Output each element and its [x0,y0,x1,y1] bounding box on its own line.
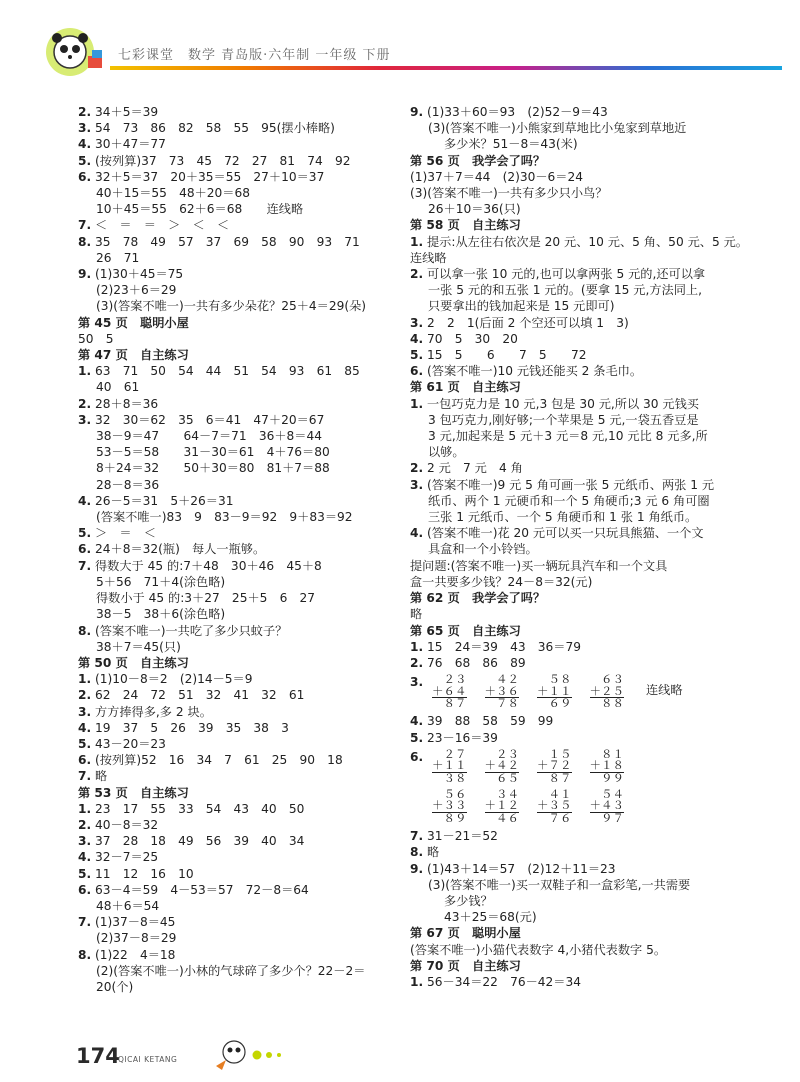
right-mid-block [410,713,775,745]
answer-item [410,363,775,379]
section-heading: 第 50 页 自主练习 [78,655,189,670]
answer-item [78,768,423,784]
item-text: 23－16＝39 [427,730,498,745]
item-text: 32＋5＝37 20＋35＝55 27＋10＝37 [95,169,325,184]
item-number: 7. [78,218,92,233]
item-text: 23 17 55 33 54 43 40 50 [95,801,305,816]
vertical-sum [537,746,572,785]
answer-text: 50 5 [78,331,114,346]
section-heading: 第 70 页 自主练习 [410,958,521,973]
item-number: 4. [410,526,424,541]
section-heading: 第 53 页 自主练习 [78,785,189,800]
answer-continuation: 得数小于 45 的:3＋27 25＋5 6 27 [96,591,316,606]
page-header [0,0,800,90]
sum-result: ９９ [590,772,625,785]
answer-item [78,687,423,703]
item-text: 32－7＝25 [95,850,159,865]
sum-operand: ＋４３ [589,798,624,813]
answer-item [78,104,423,120]
p65-q3-note: 连线略 [646,683,683,698]
item-text: (答案不唯一)10 元钱还能买 2 条毛巾。 [427,364,643,379]
vertical-sum [589,786,625,825]
answer-continuation: 多少钱？ [444,893,493,908]
answer-item [78,396,423,412]
sum-result: ９７ [590,812,625,825]
answer-continuation: 一张 5 元的和五张 1 元的。(要拿 15 元,方法同上, [428,283,702,298]
sum-operand: ＋３３ [432,798,467,813]
vertical-sum [432,674,467,710]
answer-item [78,882,423,898]
item-number: 3. [410,477,424,492]
item-text: (1)37－8＝45 [95,915,176,930]
answer-continuation: 具盒和一个小铃铛。 [428,542,538,557]
answer-continuation: 38－5 38＋6(涂色略) [96,607,226,622]
answer-item [410,347,775,363]
answer-item [78,266,423,282]
item-text: (答案不唯一)一共吃了多少只蚊子？ [95,623,288,638]
sum-operand: ８１ [601,746,624,761]
answer-continuation: 只要拿出的钱加起来是 15 元即可) [428,299,615,314]
item-text: (按列算)52 16 34 7 61 25 90 18 [95,753,343,768]
answer-item [78,363,423,379]
answer-item [78,412,423,428]
item-text: 70 5 30 20 [427,331,518,346]
answer-item [78,120,423,136]
item-text: 63 71 50 54 44 51 54 93 61 85 [95,364,360,379]
item-text: (1)10－8＝2 (2)14－5＝9 [95,672,253,687]
item-number: 5. [410,348,424,363]
answer-text: 盒一共要多少钱？24－8＝32(元) [410,574,593,589]
vertical-sum [484,786,520,825]
decorative-dots-icon [252,1050,292,1060]
answer-continuation: 5＋56 71＋4(涂色略) [96,574,226,589]
item-text: (1)22 4＝18 [95,947,176,962]
sum-operand: １５ [548,746,572,761]
answer-item [410,655,775,671]
sum-operand: ２７ [443,746,467,761]
item-number: 4. [78,137,92,152]
answer-item [410,266,775,282]
sum-operand: ＋６４ [432,683,467,698]
item-number: 8. [78,947,92,962]
answer-item [410,639,775,655]
vertical-sum [484,746,520,785]
item-text: 76 68 86 89 [427,655,526,670]
item-number: 1. [410,639,424,654]
item-text: 26－5＝31 5＋26＝31 [95,493,234,508]
item-number: 4. [78,850,92,865]
item-text: 11 12 16 10 [95,866,194,881]
sum-operand: ３４ [496,786,519,801]
header-rainbow-bar [110,66,782,70]
item-number: 6. [78,542,92,557]
answer-text: 连线略 [410,250,447,265]
answer-text: (1)37＋7＝44 (2)30－6＝24 [410,169,584,184]
answer-continuation: (答案不唯一)83 9 83－9＝92 9＋83＝92 [96,510,353,525]
answer-continuation: 纸币、两个 1 元硬币和一个 5 角硬币;3 元 6 角可圈 [428,493,710,508]
sum-result: ８７ [537,772,572,785]
item-text: 提示:从左往右依次是 20 元、10 元、5 角、50 元、5 元。 [427,234,748,249]
item-text: 40－8＝32 [95,817,159,832]
sum-operand: ＋３６ [484,683,519,698]
answer-item [410,315,775,331]
answer-continuation: 43＋25＝68(元) [444,910,537,925]
vertical-sum [537,674,572,710]
item-number: 9. [78,267,92,282]
sum-operand: ＋４２ [484,758,519,773]
item-text: 37 28 18 49 56 39 40 34 [95,834,305,849]
answer-item [410,828,775,844]
answer-continuation: 40 61 [96,380,140,395]
answer-continuation: 53－5＝58 31－30＝61 4＋76＝80 [96,445,330,460]
vertical-sum [589,746,625,785]
item-number: 6. [78,169,92,184]
item-number: 4. [78,493,92,508]
p65-q6-row1: 6. ２７ ＋１１ ３８ ２３ ＋４２ ６５ １５ ＋７２ ８７ ８１ ＋１８ ９９ [410,746,624,785]
item-text: 32 30＝62 35 6＝41 47＋20＝67 [95,412,325,427]
item-text: 方方捧得多,多 2 块。 [95,704,212,719]
item-text: 43－20＝23 [95,736,166,751]
answer-item [78,817,423,833]
section-heading: 第 56 页 我学会了吗？ [410,153,546,168]
right-column [410,104,775,990]
section-heading: 第 47 页 自主练习 [78,348,189,363]
vertical-sum [432,786,467,825]
vertical-sum [537,786,572,825]
item-number: 7. [78,915,92,930]
sum-operand: ＋３５ [537,798,572,813]
answer-continuation: 三张 1 元纸币、一个 5 角硬币和 1 张 1 角纸币。 [428,510,698,525]
right-top-block [410,104,775,671]
answer-item [78,541,423,557]
item-number: 3. [78,412,92,427]
vertical-sum [590,674,625,710]
item-text: 2 元 7 元 4 角 [427,461,523,476]
item-number: 1. [78,364,92,379]
answer-continuation: 10＋45＝55 62＋6＝68 连线略 [96,202,304,217]
item-text: 一包巧克力是 10 元,3 包是 30 元,所以 30 元钱买 [427,396,699,411]
item-number: 9. [410,861,424,876]
sum-operand: ＋１８ [589,758,624,773]
answer-item [410,396,775,412]
sum-operand: ５８ [548,672,572,687]
answer-item [410,525,775,541]
answer-continuation: (3)(答案不唯一)买一双鞋子和一盒彩笔,一共需要 [428,877,691,892]
sum-result: ３８ [432,772,467,785]
answer-item [410,844,775,860]
item-text: 39 88 58 59 99 [427,714,554,729]
item-text: 62 24 72 51 32 41 32 61 [95,688,305,703]
item-text: 15 5 6 7 5 72 [427,348,587,363]
item-number: 7. [410,829,424,844]
sum-result: ６５ [485,772,520,785]
sum-operand: ５４ [601,786,624,801]
section-heading: 第 58 页 自主练习 [410,218,521,233]
section-heading: 第 61 页 自主练习 [410,380,521,395]
section-heading: 第 67 页 聪明小屋 [410,926,521,941]
sum-result: ８７ [432,697,467,710]
item-number: 4. [78,720,92,735]
sum-operand: ＋１１ [537,683,572,698]
answer-text: (答案不唯一)小猫代表数字 4,小猪代表数字 5。 [410,942,667,957]
item-number: 5. [78,153,92,168]
answer-continuation: 40＋15＝55 48＋20＝68 [96,186,250,201]
item-number: 8. [410,845,424,860]
p65-q3-vertical-sums: 3. ２３ ＋６４ ８７ ４２ ＋３６ ７８ ５８ ＋１１ ６９ ６３ ＋２５ ８８ 连线略 [410,672,683,711]
item-text: (答案不唯一)9 元 5 角可画一张 5 元纸币、两张 1 元 [427,477,715,492]
answer-item [410,460,775,476]
section-heading: 第 62 页 我学会了吗？ [410,591,546,606]
item-number: 2. [78,396,92,411]
sum-result: ６９ [537,697,572,710]
item-text: (答案不唯一)花 20 元可以买一只玩具熊猫、一个文 [427,526,704,541]
item-number: 2. [410,267,424,282]
item-number: 2. [410,461,424,476]
item-text: 56－34＝22 76－42＝34 [427,974,581,989]
item-number: 6. [78,753,92,768]
item-text: 35 78 49 57 37 69 58 90 93 71 [95,234,360,249]
item-text: 可以拿一张 10 元的,也可以拿两张 5 元的,还可以拿 [427,267,706,282]
item-number: 1. [78,672,92,687]
item-number: 5. [78,736,92,751]
answer-continuation: (2)23＋6＝29 [96,283,177,298]
item-text: (1)30＋45＝75 [95,267,184,282]
item-text: (1)43＋14＝57 (2)12＋11＝23 [427,861,616,876]
answer-item [78,752,423,768]
series-title: 七彩课堂 数学 青岛版·六年制 一年级 下册 [118,48,391,63]
answer-item [78,866,423,882]
answer-continuation: 以够。 [428,445,465,460]
item-text: 24＋8＝32(瓶) 每人一瓶够。 [95,542,266,557]
answer-item [78,704,423,720]
item-number: 9. [410,105,424,119]
answer-continuation: 多少米？51－8＝43(米) [444,137,578,152]
answer-continuation: 38＋7＝45(只) [96,639,181,654]
item-text: 略 [427,845,440,860]
item-text: 2 2 1(后面 2 个空还可以填 1 3) [427,315,629,330]
answer-continuation: 20(个) [96,979,134,994]
answer-continuation: 28－8＝36 [96,477,160,492]
answer-item [78,493,423,509]
answer-item [78,558,423,574]
left-column [78,104,423,995]
item-number: 1. [78,801,92,816]
section-heading: 第 65 页 自主练习 [410,623,521,638]
answer-text: 略 [410,607,423,622]
item-number: 6. [78,882,92,897]
sum-operand: ＋１１ [432,758,467,773]
answer-item [78,217,423,233]
sum-result: ７８ [485,697,520,710]
answer-continuation: 38－9＝47 64－7＝71 36＋8＝44 [96,429,322,444]
item-number: 3. [410,315,424,330]
answer-continuation: 26＋10＝36(只) [428,202,521,217]
sum-result: ７６ [537,812,572,825]
answer-item [410,104,775,120]
answer-item [78,914,423,930]
item-text: 54 73 86 82 58 55 95(摆小棒略) [95,121,335,136]
item-number: 5. [78,526,92,541]
item-number: 3. [78,704,92,719]
item-number: 5. [78,866,92,881]
item-number: 4. [410,714,424,729]
item-number: 2. [78,817,92,832]
sum-operand: ＋１２ [484,798,519,813]
answer-item [410,234,775,250]
answer-item [78,849,423,865]
item-text: 略 [95,769,108,784]
answer-continuation: 3 包巧克力,刚好够;一个苹果是 5 元,一袋五香豆是 [428,412,699,427]
answer-item [410,713,775,729]
sum-operand: ２３ [496,746,519,761]
answer-continuation: (2)(答案不唯一)小林的气球碎了多少个？22－2＝ [96,963,366,978]
answer-continuation: 3 元,加起来是 5 元＋3 元＝8 元,10 元比 8 元多,所 [428,429,708,444]
answer-item [78,947,423,963]
vertical-sum [432,746,467,785]
p65-q6-row2 [410,786,775,826]
item-number: 5. [410,730,424,745]
answer-text: (3)(答案不唯一)一共有多少只小鸟？ [410,186,608,201]
answer-item [78,736,423,752]
sum-operand: ４１ [548,786,572,801]
item-number: 3. [78,121,92,136]
sum-operand: ６３ [601,672,624,687]
answer-continuation: (2)37－8＝29 [96,931,177,946]
item-number: 1. [410,234,424,249]
item-text: 19 37 5 26 39 35 38 3 [95,720,289,735]
sum-operand: ２３ [443,672,467,687]
item-text: 得数大于 45 的:7＋48 30＋46 45＋8 [95,558,322,573]
sum-operand: ４２ [496,672,519,687]
item-text: 15 24＝39 43 36＝79 [427,639,581,654]
sum-result: ４６ [485,812,520,825]
item-number: 2. [78,105,92,119]
item-text: 63－4＝59 4－53＝57 72－8＝64 [95,882,309,897]
item-number: 7. [78,558,92,573]
item-number: 6. [410,364,424,379]
item-text: ＞ ＝ ＜ [95,526,156,541]
panda-mascot-icon [44,26,106,78]
vertical-sum [485,674,520,710]
item-text: 31－21＝52 [427,829,498,844]
item-number: 1. [410,396,424,411]
answer-item [410,477,775,493]
answer-item [410,974,775,990]
item-text: (1)33＋60＝93 (2)52－9＝43 [427,105,608,119]
item-text: 28＋8＝36 [95,396,159,411]
answer-item [78,671,423,687]
section-heading: 第 45 页 聪明小屋 [78,315,189,330]
answer-continuation: 48＋6＝54 [96,898,160,913]
answer-item [410,730,775,746]
item-text: 30＋47＝77 [95,137,166,152]
answer-item [78,833,423,849]
sum-operand: ＋２５ [589,683,624,698]
answer-item [78,525,423,541]
item-number: 2. [78,688,92,703]
item-number: 8. [78,234,92,249]
answer-item [78,623,423,639]
item-number: 8. [78,623,92,638]
item-text: ＜ ＝ ＝ ＞ ＜ ＜ [95,218,230,233]
item-number: 7. [78,769,92,784]
answer-item [78,234,423,250]
item-number: 1. [410,974,424,989]
item-number: 3. [78,834,92,849]
item-text: (按列算)37 73 45 72 27 81 74 92 [95,153,351,168]
sum-result: ８８ [590,697,625,710]
answer-continuation: 8＋24＝32 50＋30＝80 81＋7＝88 [96,461,330,476]
answer-item [78,169,423,185]
right-bottom-block [410,828,775,990]
sum-result: ８９ [432,812,467,825]
answer-item [410,861,775,877]
answer-continuation: (3)(答案不唯一)小熊家到草地比小兔家到草地近 [428,121,687,136]
item-text: 34＋5＝39 [95,105,159,119]
answer-continuation: 26 71 [96,250,140,265]
footer-brand: QICAI KETANG [118,1055,178,1064]
page-number: 174 [76,1044,120,1068]
sum-operand: ＋７２ [537,758,572,773]
item-number: 2. [410,655,424,670]
answer-text: 提问题:(答案不唯一)买一辆玩具汽车和一个文具 [410,558,668,573]
sum-operand: ５６ [443,786,467,801]
answer-item [410,331,775,347]
answer-item [78,720,423,736]
answer-continuation: (3)(答案不唯一)一共有多少朵花？25＋4＝29(朵) [96,299,367,314]
answer-item [78,801,423,817]
item-number: 4. [410,331,424,346]
answer-item [78,136,423,152]
answer-item [78,153,423,169]
